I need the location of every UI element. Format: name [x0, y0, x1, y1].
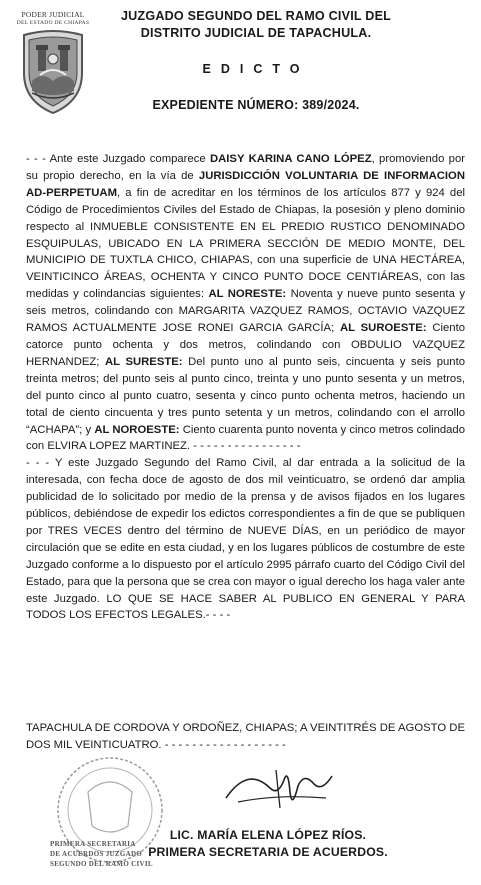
- signer-block: [108, 827, 428, 861]
- boundary-label-southwest: AL SUROESTE:: [340, 322, 427, 335]
- seal-caption-line1: PODER JUDICIAL: [21, 10, 85, 19]
- body-text-segment: Noventa y nueve punto sesenta y seis metros, colindando con MARGARITA VAZQUEZ RAMOS, OCTAVIO VAZQUEZ RAMOS ACTUALMENTE JOSE RONEI GARCIA GARCÍA;: [26, 288, 465, 335]
- judicial-seal: [14, 6, 92, 118]
- body-text-segment: , promoviendo por su propio derecho, en la vía de: [26, 153, 465, 182]
- body-text-segment: , a fin de acreditar en los términos de los artículos 877 y 924 del Código de Procedimientos Civiles del Estado de Chiapas, la posesión y pleno dominio respecto al INMUEBLE CONSISTENTE EN EL PREDIO RUSTICO DENOMINADO ESQUIPULAS, UBICADO EN LA PRIMERA SECCIÓN DE MEDIO MONTE, DEL MUNICIPIO DE TUXTLA CHICO, CHIAPAS, con una superficie de UNA HECTÁREA, VEINTICINCO ÁREAS, OCHENTA Y CINCO PUNTO DOCE CENTIÁREAS, con las medidas y colindancias siguientes:: [26, 186, 465, 301]
- handwritten-signature: [218, 758, 338, 818]
- paragraph-petition: [26, 151, 465, 455]
- procedure-type: JURISDICCIÓN VOLUNTARIA DE INFORMACION AD-PERPETUAM: [26, 169, 466, 199]
- boundary-label-northeast: AL NORESTE:: [208, 288, 287, 301]
- body-text-segment: - - - Ante este Juzgado comparece: [26, 153, 210, 165]
- body-text-segment: Ciento cuarenta punto noventa y cinco metros colindado con ELVIRA LOPEZ MARTINEZ. - - - - - - - - - - - - - - - -: [26, 423, 465, 453]
- seal-caption-line2: DEL ESTADO DE CHIAPAS: [16, 20, 90, 26]
- body-text-segment: Ciento catorce punto ochenta y dos metros, colindando con OBDULIO VAZQUEZ HERNANDEZ;: [26, 322, 465, 368]
- coat-of-arms-icon: [18, 29, 88, 115]
- court-heading: [108, 8, 404, 42]
- boundary-label-northwest: AL NOROESTE:: [94, 423, 180, 436]
- paragraph-publication-order: - - - Y este Juzgado Segundo del Ramo Civil, al dar entrada a la solicitud de la interesada, con fecha doce de agosto de dos mil veinticuatro, se ordenó dar amplia publicidad de lo solicitado por medio de la prensa y de avisos fijados en los lugares públicos, debiéndose de expedir los edictos correspondientes a fin de que se publiquen por TRES VECES dentro del término de NUEVE DÍAS, en un periódico de mayor circulación que se edite en esta ciudad, y en los lugares públicos de costumbre de este Juzgado conforme a lo dispuesto por el artículo 2995 párrafo cuarto del Código Civil del Estado, para que la persona que se crea con mayor o igual derecho los haga valer ante este Juzgado. LO QUE SE HACE SABER AL PUBLICO EN GENERAL Y PARA TODOS LOS EFECTOS LEGALES.- - - -: [26, 457, 465, 622]
- stamp-text-line1: PRIMERA SECRETARIA: [50, 840, 136, 848]
- petitioner-name: DAISY KARINA CANO LÓPEZ: [209, 153, 372, 165]
- place-and-date: TAPACHULA DE CORDOVA Y ORDOÑEZ, CHIAPAS; A VEINTITRÉS DE AGOSTO DE DOS MIL VEINTICUATRO. - - - - - - - - - - - - - - - - - -: [26, 722, 465, 751]
- court-line-1: JUZGADO SEGUNDO DEL RAMO CIVIL DEL: [120, 9, 392, 23]
- body-text-segment: Del punto uno al punto seis, cincuenta y seis punto treinta metros; del punto seis al punto cinco, treinta y uno punto sesenta y un metros, del punto cinco al punto cuatro, sesenta y cinco punto ochenta metros, haciendo un total de ciento cincuenta y tres punto setenta y un metros, colindando con el arrollo “ACHAPA”; y: [26, 355, 465, 436]
- signer-role: PRIMERA SECRETARIA DE ACUERDOS.: [148, 845, 388, 859]
- boundary-label-southeast: AL SURESTE:: [105, 355, 183, 368]
- stamp-text-line2: DE ACUERDOS JUZGADO: [50, 850, 143, 858]
- case-number: EXPEDIENTE NÚMERO: 389/2024.: [152, 98, 360, 112]
- court-line-2: DISTRITO JUDICIAL DE TAPACHULA.: [140, 26, 372, 40]
- edict-body: [26, 151, 465, 624]
- signer-name: LIC. MARÍA ELENA LÓPEZ RÍOS.: [169, 828, 367, 842]
- stamp-text-line3: SEGUNDO DEL RAMO CIVIL: [50, 860, 153, 868]
- document-title: EDICTO: [202, 62, 310, 76]
